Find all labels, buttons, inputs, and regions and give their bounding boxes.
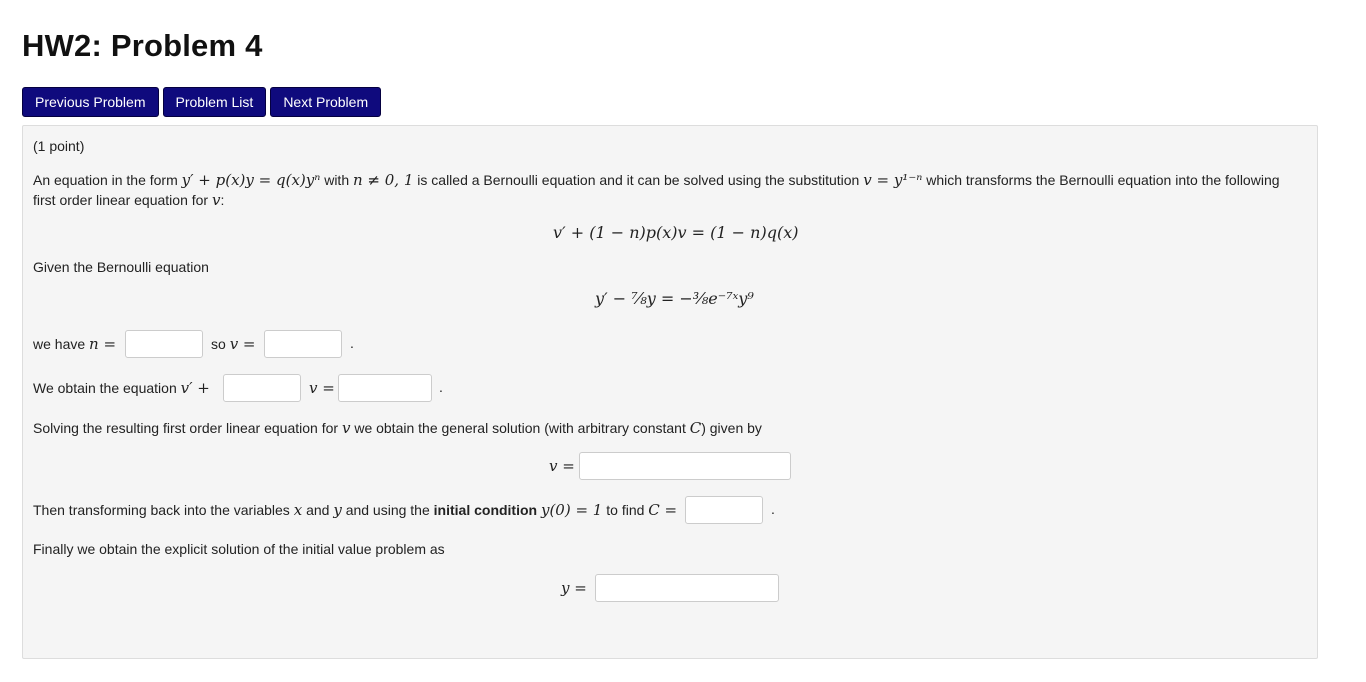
v-equals-math-2: v =	[309, 379, 335, 397]
intro-v-math: v	[211, 191, 221, 209]
transform-text-a: Then transforming back into the variables	[33, 502, 290, 518]
intro-line-2	[33, 191, 224, 209]
so-v-line	[211, 335, 256, 353]
we-have-line	[33, 335, 116, 353]
period-2: .	[439, 379, 443, 395]
given-label: Given the Bernoulli equation	[33, 259, 209, 275]
solving-text-b: we obtain the general solution (with arbitrary constant	[354, 420, 686, 436]
bernoulli-form-math: y′ + p(x)y = q(x)yⁿ	[181, 171, 321, 189]
bernoulli-equation-display: y′ − ⁷⁄₈y = −³⁄₈e⁻⁷ˣy⁹	[595, 289, 754, 308]
transform-x-math: x	[293, 501, 303, 519]
C-equals-math: C =	[648, 501, 678, 519]
problem-panel	[22, 125, 1318, 659]
v-prime-plus-math: v′ +	[180, 379, 210, 397]
n-equals-math: n =	[89, 335, 117, 353]
solving-text-a: Solving the resulting first order linear equation for	[33, 420, 339, 436]
v-substitution-input[interactable]	[264, 330, 342, 358]
next-problem-button[interactable]: Next Problem	[270, 87, 381, 117]
transform-text-b: and using the	[345, 502, 430, 518]
intro-colon: :	[220, 192, 225, 208]
n-condition-math: n ≠ 0, 1	[353, 171, 414, 189]
points-label: (1 point)	[33, 138, 85, 154]
constant-C-input[interactable]	[685, 496, 763, 524]
linear-equation-display: v′ + (1 − n)p(x)v = (1 − n)q(x)	[553, 223, 799, 242]
solving-v-math: v	[341, 419, 351, 437]
transform-line	[33, 501, 677, 519]
transform-y-math: y	[333, 501, 342, 519]
problem-list-button[interactable]: Problem List	[163, 87, 267, 117]
intro-line-1	[33, 171, 1280, 189]
solving-C-math: C	[689, 419, 702, 437]
intro-text-line2: first order linear equation for	[33, 192, 209, 208]
intro-text-c: is called a Bernoulli equation and it can be solved using the substitution	[417, 172, 860, 188]
finally-text: Finally we obtain the explicit solution of the initial value problem as	[33, 541, 445, 557]
n-answer-input[interactable]	[125, 330, 203, 358]
p-coefficient-input[interactable]	[223, 374, 301, 402]
intro-text-d: which transforms the Bernoulli equation into the following	[926, 172, 1280, 188]
v-equals-math: v =	[229, 335, 256, 353]
general-solution-input[interactable]	[579, 452, 791, 480]
obtain-text: We obtain the equation	[33, 380, 177, 396]
intro-text-b: with	[324, 172, 350, 188]
solving-text-c: ) given by	[701, 420, 762, 436]
so-text: so	[211, 336, 226, 352]
solving-line	[33, 419, 762, 437]
initial-condition-math: y(0) = 1	[540, 501, 603, 519]
rhs-input[interactable]	[338, 374, 432, 402]
previous-problem-button[interactable]: Previous Problem	[22, 87, 159, 117]
period-3: .	[771, 501, 775, 517]
initial-condition-label: initial condition	[433, 502, 538, 518]
obtain-line	[33, 379, 210, 397]
period-1: .	[350, 335, 354, 351]
intro-text-a: An equation in the form	[33, 172, 178, 188]
general-v-equals: v =	[549, 457, 575, 475]
substitution-math: v = y¹⁻ⁿ	[863, 171, 923, 189]
explicit-solution-input[interactable]	[595, 574, 779, 602]
page-title: HW2: Problem 4	[22, 28, 263, 63]
transform-text-c: to find	[606, 502, 645, 518]
transform-and: and	[306, 502, 330, 518]
y-equals-math: y =	[561, 579, 587, 597]
problem-navigation	[22, 87, 381, 117]
we-have-text: we have	[33, 336, 86, 352]
